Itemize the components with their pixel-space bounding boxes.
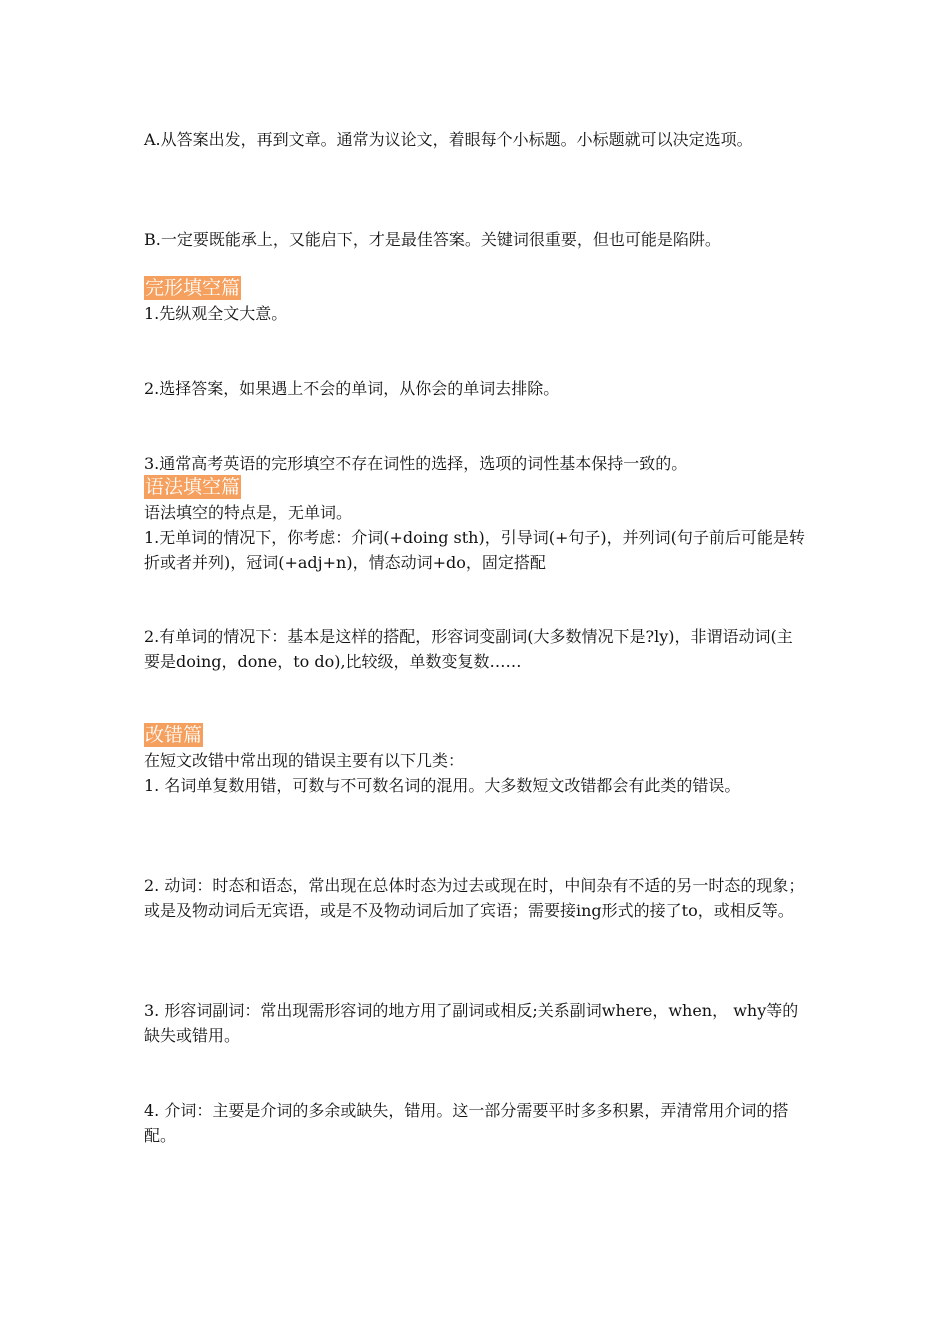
correction-item-1: 1. 名词单复数用错，可数与不可数名词的混用。大多数短文改错都会有此类的错误。 <box>144 776 741 795</box>
correction-item-2: 2. 动词：时态和语态，常出现在总体时态为过去或现在时，中间杂有不适的另一时态的现象；或是及物动词后无宾语，或是不及物动词后加了宾语；需要接ing形式的接了to，或相反等。 <box>144 876 805 920</box>
grammar-item-1: 1.无单词的情况下，你考虑：介词(+doing sth)，引导词(+句子)，并列词(句子前后可能是转折或者并列)，冠词(+adj+n)，情态动词+do，固定搭配 <box>144 528 805 572</box>
paragraph-b: B.一定要既能承上，又能启下，才是最佳答案。关键词很重要，但也可能是陷阱。 <box>144 230 721 249</box>
cloze-item-2: 2.选择答案，如果遇上不会的单词，从你会的单词去排除。 <box>144 379 560 398</box>
heading-grammar: 语法填空篇 <box>145 476 241 498</box>
grammar-item-2: 2.有单词的情况下：基本是这样的搭配，形容词变副词(大多数情况下是?ly)，非谓语动词(主要是doing，done，to do),比较级，单数变复数…… <box>144 627 793 671</box>
heading-correction: 改错篇 <box>145 724 203 746</box>
grammar-intro: 语法填空的特点是，无单词。 <box>144 503 353 522</box>
paragraph-a: A.从答案出发，再到文章。通常为议论文，着眼每个小标题。小标题就可以决定选项。 <box>144 130 753 149</box>
cloze-item-3: 3.通常高考英语的完形填空不存在词性的选择，选项的词性基本保持一致的。 <box>144 454 688 473</box>
correction-item-3: 3. 形容词副词：常出现需形容词的地方用了副词或相反;关系副词where，when， why等的缺失或错用。 <box>144 1001 799 1045</box>
cloze-item-1: 1.先纵观全文大意。 <box>144 304 288 323</box>
correction-item-4: 4. 介词：主要是介词的多余或缺失，错用。这一部分需要平时多多积累，弄清常用介词的搭配。 <box>144 1101 789 1145</box>
heading-cloze: 完形填空篇 <box>145 277 241 299</box>
correction-intro: 在短文改错中常出现的错误主要有以下几类： <box>144 751 465 770</box>
